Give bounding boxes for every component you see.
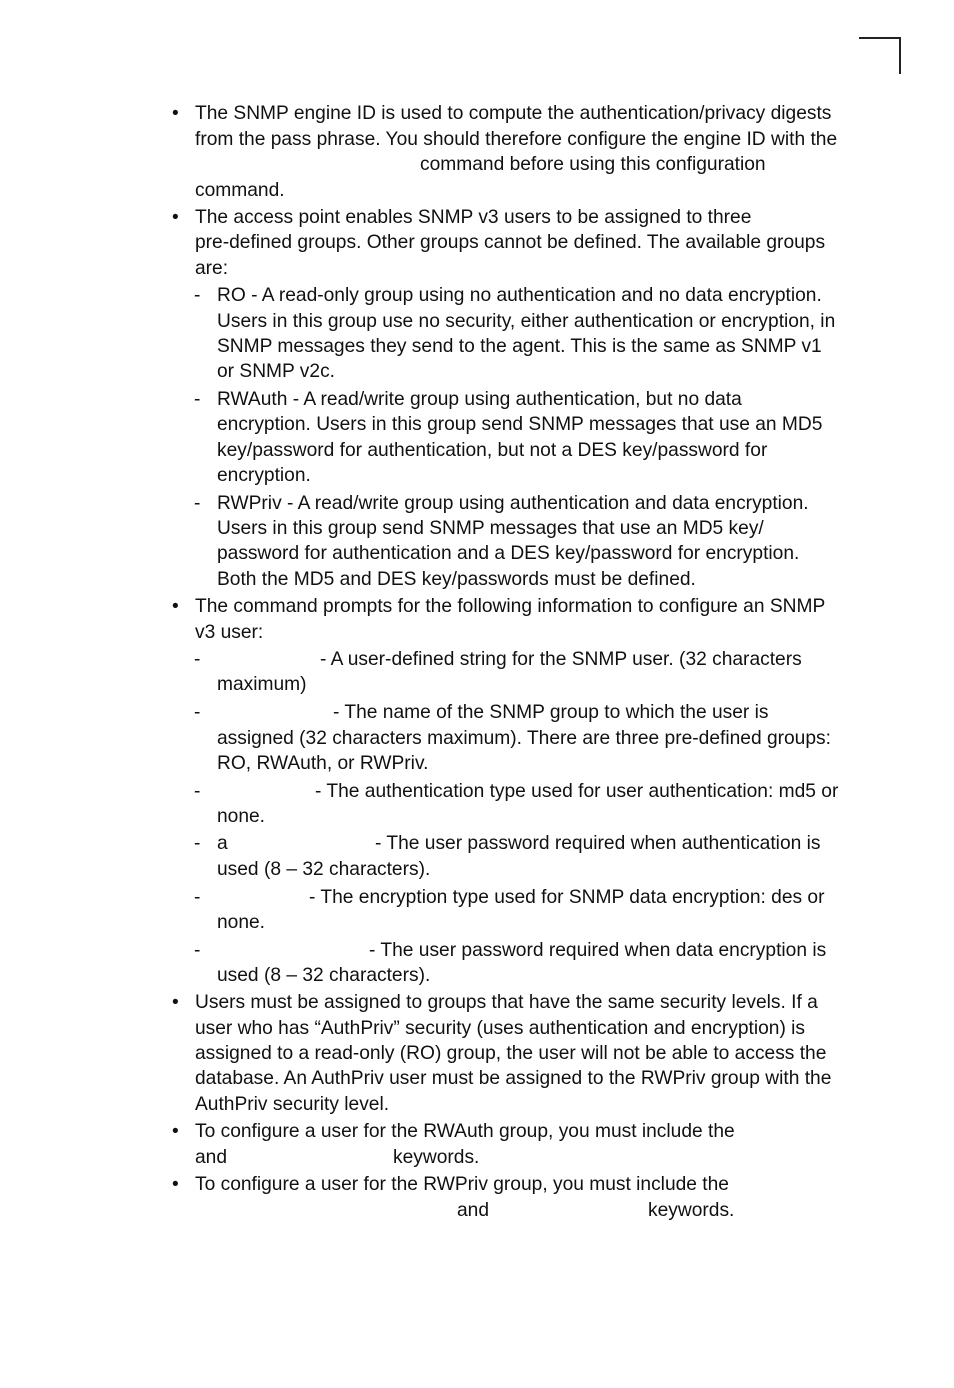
bullet-5: • <box>172 1121 179 1142</box>
text-line: maximum) <box>217 674 307 695</box>
dash: - <box>194 940 201 961</box>
text-line: - The user password required when data encryption is <box>369 940 827 961</box>
bullet-2: • <box>172 207 179 228</box>
dash: - <box>194 702 201 723</box>
text-line: encryption. <box>217 465 311 486</box>
text-line: pre-defined groups. Other groups cannot be defined. The available groups <box>195 232 826 253</box>
dash: - <box>194 781 201 802</box>
text-line: RO - A read-only group using no authentication and no data encryption. <box>217 285 822 306</box>
text-line: RWAuth - A read/write group using authentication, but no data <box>217 389 742 410</box>
dash: - <box>194 649 201 670</box>
text-line: or SNMP v2c. <box>217 361 336 382</box>
text-line: password for authentication and a DES key/password for encryption. <box>217 543 800 564</box>
text-line: are: <box>195 258 229 279</box>
text-line: AuthPriv security level. <box>195 1094 390 1115</box>
dash: - <box>194 833 201 854</box>
text-line: keywords. <box>393 1147 480 1168</box>
text-line: used (8 – 32 characters). <box>217 859 431 880</box>
bullet-3: • <box>172 596 179 617</box>
text-line: To configure a user for the RWAuth group, you must include the <box>195 1121 735 1142</box>
text-line: none. <box>217 806 266 827</box>
text-line: used (8 – 32 characters). <box>217 965 431 986</box>
page-corner-mark <box>859 37 901 74</box>
bullet-4: • <box>172 992 179 1013</box>
text-line: from the pass phrase. You should therefore configure the engine ID with the <box>195 129 838 150</box>
text-line: Users in this group use no security, either authentication or encryption, in <box>217 311 836 332</box>
text-line: SNMP messages they send to the agent. This is the same as SNMP v1 <box>217 336 822 357</box>
text-line: The access point enables SNMP v3 users to be assigned to three <box>195 207 752 228</box>
text-line: and <box>195 1147 228 1168</box>
text-line: and <box>457 1200 490 1221</box>
dash: - <box>194 285 201 306</box>
dash: - <box>194 493 201 514</box>
text-line: command. <box>195 180 285 201</box>
text-line: assigned (32 characters maximum). There are three pre-defined groups: <box>217 728 831 749</box>
text-line: RWPriv - A read/write group using authentication and data encryption. <box>217 493 809 514</box>
text-line: a <box>217 833 228 854</box>
text-line: The command prompts for the following information to configure an SNMP <box>195 596 826 617</box>
text-line: - The encryption type used for SNMP data encryption: des or <box>309 887 825 908</box>
text-line: user who has “AuthPriv” security (uses authentication and encryption) is <box>195 1018 806 1039</box>
text-line: The SNMP engine ID is used to compute the authentication/privacy digests <box>195 103 832 124</box>
text-line: none. <box>217 912 266 933</box>
text-line: command before using this configuration <box>420 154 766 175</box>
dash: - <box>194 389 201 410</box>
text-line: - A user-defined string for the SNMP user. (32 characters <box>320 649 802 670</box>
text-line: database. An AuthPriv user must be assigned to the RWPriv group with the <box>195 1068 832 1089</box>
text-line: Both the MD5 and DES key/passwords must be defined. <box>217 569 696 590</box>
bullet-1: • <box>172 103 179 124</box>
text-line: Users must be assigned to groups that have the same security levels. If a <box>195 992 818 1013</box>
text-line: assigned to a read-only (RO) group, the user will not be able to access the <box>195 1043 827 1064</box>
text-line: key/password for authentication, but not a DES key/password for <box>217 440 768 461</box>
text-line: RO, RWAuth, or RWPriv. <box>217 753 429 774</box>
text-line: To configure a user for the RWPriv group, you must include the <box>195 1174 729 1195</box>
text-line: - The user password required when authentication is <box>375 833 821 854</box>
text-line: - The name of the SNMP group to which the user is <box>333 702 769 723</box>
text-line: encryption. Users in this group send SNMP messages that use an MD5 <box>217 414 823 435</box>
text-line: - The authentication type used for user authentication: md5 or <box>315 781 839 802</box>
text-line: keywords. <box>648 1200 735 1221</box>
bullet-6: • <box>172 1174 179 1195</box>
text-line: v3 user: <box>195 622 264 643</box>
text-line: Users in this group send SNMP messages that use an MD5 key/ <box>217 518 764 539</box>
dash: - <box>194 887 201 908</box>
